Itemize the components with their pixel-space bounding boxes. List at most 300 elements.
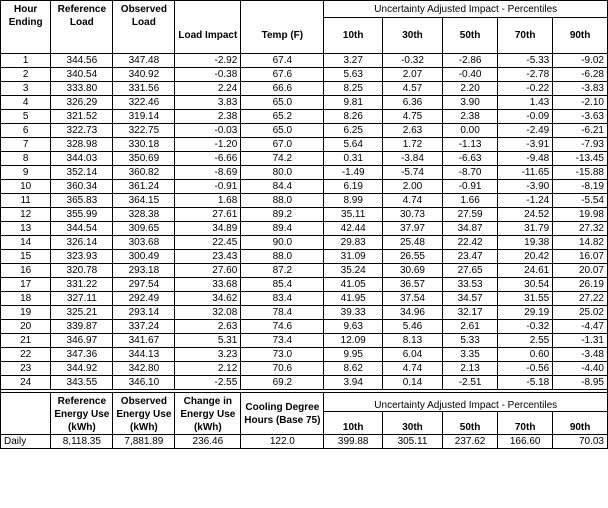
daily-value: 122.0 <box>241 435 324 449</box>
p70-cell: -0.56 <box>498 362 553 376</box>
load-impact-cell: 1.68 <box>175 194 241 208</box>
daily-value: 166.60 <box>498 435 553 449</box>
daily-value: 70.03 <box>553 435 608 449</box>
p10-cell: 5.64 <box>324 138 383 152</box>
temp-cell: 67.4 <box>241 54 324 68</box>
hour-cell: 8 <box>1 152 51 166</box>
temp-cell: 88.0 <box>241 194 324 208</box>
table-row <box>1 152 608 166</box>
p90-cell: -6.21 <box>553 124 608 138</box>
percentile-header: 90th <box>553 18 608 54</box>
reference-load-cell: 344.56 <box>51 54 113 68</box>
hour-cell: 6 <box>1 124 51 138</box>
hour-cell: 18 <box>1 292 51 306</box>
p10-cell: 29.83 <box>324 236 383 250</box>
reference-load-cell: 347.36 <box>51 348 113 362</box>
observed-load-cell: 364.15 <box>113 194 175 208</box>
p90-cell: -6.28 <box>553 68 608 82</box>
p10-cell: 6.25 <box>324 124 383 138</box>
temp-cell: 88.0 <box>241 250 324 264</box>
observed-load-cell: 328.38 <box>113 208 175 222</box>
p30-cell: 2.63 <box>382 124 442 138</box>
p10-cell: 42.44 <box>324 222 383 236</box>
observed-load-cell: 342.80 <box>113 362 175 376</box>
cooling-degree-header: Cooling Degree Hours (Base 75) <box>241 393 324 435</box>
summary-uncertainty-title: Uncertainty Adjusted Impact - Percentiles <box>324 393 608 412</box>
table-row <box>1 110 608 124</box>
p90-cell: -8.19 <box>553 180 608 194</box>
load-impact-cell: -2.55 <box>175 376 241 390</box>
load-impact-cell: 3.23 <box>175 348 241 362</box>
p50-cell: 22.42 <box>443 236 498 250</box>
load-impact-header: Load Impact <box>175 18 241 54</box>
observed-load-cell: 297.54 <box>113 278 175 292</box>
p90-cell: -1.31 <box>553 334 608 348</box>
p70-cell: 2.55 <box>498 334 553 348</box>
table-row <box>1 68 608 82</box>
temp-cell: 78.4 <box>241 306 324 320</box>
temp-cell: 67.0 <box>241 138 324 152</box>
p50-cell: -0.91 <box>443 180 498 194</box>
reference-load-cell: 321.52 <box>51 110 113 124</box>
p10-cell: 9.81 <box>324 96 383 110</box>
p90-cell: 25.02 <box>553 306 608 320</box>
load-impact-cell: 22.45 <box>175 236 241 250</box>
temp-header: Temp (F) <box>241 18 324 54</box>
table-row <box>1 82 608 96</box>
hour-cell: 19 <box>1 306 51 320</box>
table-row <box>1 180 608 194</box>
percentile-header: 70th <box>498 18 553 54</box>
p30-cell: -5.74 <box>382 166 442 180</box>
temp-header-top <box>241 1 324 18</box>
table-row <box>1 264 608 278</box>
p90-cell: -3.63 <box>553 110 608 124</box>
p10-cell: 12.09 <box>324 334 383 348</box>
p30-cell: 2.07 <box>382 68 442 82</box>
table-row <box>1 96 608 110</box>
daily-value: 7,881.89 <box>113 435 175 449</box>
observed-load-cell: 322.46 <box>113 96 175 110</box>
daily-value: 236.46 <box>175 435 241 449</box>
p30-cell: 30.73 <box>382 208 442 222</box>
reference-energy-header: Reference Energy Use (kWh) <box>51 393 113 435</box>
observed-load-header: Observed Load <box>113 1 175 54</box>
daily-row <box>1 435 608 449</box>
table-row <box>1 320 608 334</box>
p10-cell: 9.63 <box>324 320 383 334</box>
load-impact-cell: -6.66 <box>175 152 241 166</box>
observed-load-cell: 361.24 <box>113 180 175 194</box>
change-energy-header: Change in Energy Use (kWh) <box>175 393 241 435</box>
temp-cell: 84.4 <box>241 180 324 194</box>
hour-cell: 14 <box>1 236 51 250</box>
p50-cell: -2.86 <box>443 54 498 68</box>
p30-cell: 25.48 <box>382 236 442 250</box>
p90-cell: -13.45 <box>553 152 608 166</box>
p90-cell: -3.83 <box>553 82 608 96</box>
percentile-header: 50th <box>443 18 498 54</box>
summary-blank-cell <box>1 393 51 435</box>
observed-load-cell: 319.14 <box>113 110 175 124</box>
reference-load-cell: 333.80 <box>51 82 113 96</box>
p10-cell: 35.11 <box>324 208 383 222</box>
p30-cell: 34.96 <box>382 306 442 320</box>
p10-cell: 9.95 <box>324 348 383 362</box>
table-row <box>1 306 608 320</box>
daily-value: 8,118.35 <box>51 435 113 449</box>
load-impact-cell: 27.61 <box>175 208 241 222</box>
reference-load-cell: 365.83 <box>51 194 113 208</box>
load-impact-cell: 2.63 <box>175 320 241 334</box>
observed-load-cell: 360.82 <box>113 166 175 180</box>
table-row <box>1 362 608 376</box>
p90-cell: -4.40 <box>553 362 608 376</box>
p70-cell: -11.65 <box>498 166 553 180</box>
p70-cell: -0.09 <box>498 110 553 124</box>
p70-cell: -2.49 <box>498 124 553 138</box>
reference-load-cell: 323.93 <box>51 250 113 264</box>
reference-load-cell: 322.73 <box>51 124 113 138</box>
p70-cell: -2.78 <box>498 68 553 82</box>
reference-load-header: Reference Load <box>51 1 113 54</box>
table-row <box>1 54 608 68</box>
p90-cell: 26.19 <box>553 278 608 292</box>
load-impact-cell: 2.12 <box>175 362 241 376</box>
temp-cell: 80.0 <box>241 166 324 180</box>
p90-cell: -5.54 <box>553 194 608 208</box>
p70-cell: 31.55 <box>498 292 553 306</box>
p30-cell: 8.13 <box>382 334 442 348</box>
daily-value: 399.88 <box>324 435 383 449</box>
hour-ending-header: Hour Ending <box>1 1 51 54</box>
reference-load-cell: 343.55 <box>51 376 113 390</box>
p50-cell: 2.13 <box>443 362 498 376</box>
p10-cell: 8.26 <box>324 110 383 124</box>
load-impact-cell: 33.68 <box>175 278 241 292</box>
p50-cell: 3.35 <box>443 348 498 362</box>
load-impact-cell: 2.38 <box>175 110 241 124</box>
temp-cell: 74.2 <box>241 152 324 166</box>
observed-load-cell: 300.49 <box>113 250 175 264</box>
p70-cell: -0.22 <box>498 82 553 96</box>
load-impact-cell: -0.03 <box>175 124 241 138</box>
p30-cell: 4.57 <box>382 82 442 96</box>
p90-cell: -3.48 <box>553 348 608 362</box>
p30-cell: 0.14 <box>382 376 442 390</box>
p30-cell: -0.32 <box>382 54 442 68</box>
p50-cell: 0.00 <box>443 124 498 138</box>
load-impact-cell: 27.60 <box>175 264 241 278</box>
hour-cell: 11 <box>1 194 51 208</box>
reference-load-cell: 327.11 <box>51 292 113 306</box>
p10-cell: -1.49 <box>324 166 383 180</box>
temp-cell: 69.2 <box>241 376 324 390</box>
p30-cell: 6.36 <box>382 96 442 110</box>
p30-cell: 4.74 <box>382 362 442 376</box>
daily-value: 305.11 <box>382 435 442 449</box>
observed-load-cell: 337.24 <box>113 320 175 334</box>
observed-load-cell: 293.14 <box>113 306 175 320</box>
observed-load-cell: 341.67 <box>113 334 175 348</box>
observed-load-cell: 330.18 <box>113 138 175 152</box>
p70-cell: 19.38 <box>498 236 553 250</box>
p90-cell: -4.47 <box>553 320 608 334</box>
p90-cell: 14.82 <box>553 236 608 250</box>
p70-cell: 0.60 <box>498 348 553 362</box>
uncertainty-title: Uncertainty Adjusted Impact - Percentiles <box>324 1 608 18</box>
p50-cell: 2.61 <box>443 320 498 334</box>
p10-cell: 35.24 <box>324 264 383 278</box>
p70-cell: 31.79 <box>498 222 553 236</box>
hour-cell: 5 <box>1 110 51 124</box>
hour-cell: 10 <box>1 180 51 194</box>
hour-cell: 12 <box>1 208 51 222</box>
p50-cell: 23.47 <box>443 250 498 264</box>
load-impact-cell: 2.24 <box>175 82 241 96</box>
table-row <box>1 166 608 180</box>
observed-load-cell: 331.56 <box>113 82 175 96</box>
hourly-rows <box>1 54 608 390</box>
p10-cell: 41.05 <box>324 278 383 292</box>
hour-cell: 24 <box>1 376 51 390</box>
p30-cell: 4.75 <box>382 110 442 124</box>
table-row <box>1 236 608 250</box>
header-row-1 <box>1 1 608 18</box>
p10-cell: 8.25 <box>324 82 383 96</box>
load-impact-cell: 34.89 <box>175 222 241 236</box>
p90-cell: -2.10 <box>553 96 608 110</box>
p50-cell: 32.17 <box>443 306 498 320</box>
p70-cell: -3.90 <box>498 180 553 194</box>
reference-load-cell: 320.78 <box>51 264 113 278</box>
p30-cell: 4.74 <box>382 194 442 208</box>
temp-cell: 70.6 <box>241 362 324 376</box>
temp-cell: 74.6 <box>241 320 324 334</box>
temp-cell: 73.4 <box>241 334 324 348</box>
table-row <box>1 124 608 138</box>
observed-load-cell: 322.75 <box>113 124 175 138</box>
p90-cell: -7.93 <box>553 138 608 152</box>
reference-load-cell: 344.92 <box>51 362 113 376</box>
summary-percentile-header: 90th <box>553 411 608 434</box>
p50-cell: 34.57 <box>443 292 498 306</box>
summary-percentile-header: 10th <box>324 411 383 434</box>
observed-load-cell: 350.69 <box>113 152 175 166</box>
reference-load-cell: 346.97 <box>51 334 113 348</box>
p50-cell: -8.70 <box>443 166 498 180</box>
p50-cell: 2.38 <box>443 110 498 124</box>
percentile-header: 10th <box>324 18 383 54</box>
load-impact-cell: -0.38 <box>175 68 241 82</box>
p30-cell: 1.72 <box>382 138 442 152</box>
p50-cell: 34.87 <box>443 222 498 236</box>
temp-cell: 73.0 <box>241 348 324 362</box>
temp-cell: 65.0 <box>241 96 324 110</box>
p30-cell: 2.00 <box>382 180 442 194</box>
p90-cell: 27.22 <box>553 292 608 306</box>
hour-cell: 15 <box>1 250 51 264</box>
load-impact-cell: 34.62 <box>175 292 241 306</box>
table-row <box>1 138 608 152</box>
p30-cell: 37.97 <box>382 222 442 236</box>
hour-cell: 16 <box>1 264 51 278</box>
reference-load-cell: 352.14 <box>51 166 113 180</box>
p10-cell: 0.31 <box>324 152 383 166</box>
p70-cell: 30.54 <box>498 278 553 292</box>
p70-cell: 24.61 <box>498 264 553 278</box>
observed-load-cell: 347.48 <box>113 54 175 68</box>
hour-cell: 7 <box>1 138 51 152</box>
p70-cell: -9.48 <box>498 152 553 166</box>
p50-cell: -0.40 <box>443 68 498 82</box>
p10-cell: 5.63 <box>324 68 383 82</box>
summary-percentile-header: 50th <box>443 411 498 434</box>
hour-cell: 1 <box>1 54 51 68</box>
hour-cell: 3 <box>1 82 51 96</box>
observed-load-cell: 344.13 <box>113 348 175 362</box>
p10-cell: 3.27 <box>324 54 383 68</box>
p50-cell: 27.59 <box>443 208 498 222</box>
p70-cell: -1.24 <box>498 194 553 208</box>
p30-cell: -3.84 <box>382 152 442 166</box>
daily-value: 237.62 <box>443 435 498 449</box>
load-impact-cell: -0.91 <box>175 180 241 194</box>
reference-load-cell: 340.54 <box>51 68 113 82</box>
percentile-header: 30th <box>382 18 442 54</box>
p90-cell: 27.32 <box>553 222 608 236</box>
reference-load-cell: 328.98 <box>51 138 113 152</box>
reference-load-cell: 344.54 <box>51 222 113 236</box>
load-impact-cell: 32.08 <box>175 306 241 320</box>
hour-cell: 22 <box>1 348 51 362</box>
p50-cell: -2.51 <box>443 376 498 390</box>
p10-cell: 3.94 <box>324 376 383 390</box>
temp-cell: 65.2 <box>241 110 324 124</box>
p70-cell: 29.19 <box>498 306 553 320</box>
load-impact-cell: 3.83 <box>175 96 241 110</box>
p10-cell: 8.62 <box>324 362 383 376</box>
p30-cell: 26.55 <box>382 250 442 264</box>
p90-cell: 20.07 <box>553 264 608 278</box>
p70-cell: -0.32 <box>498 320 553 334</box>
p50-cell: 27.65 <box>443 264 498 278</box>
observed-load-cell: 309.65 <box>113 222 175 236</box>
reference-load-cell: 344.03 <box>51 152 113 166</box>
p90-cell: -8.95 <box>553 376 608 390</box>
p30-cell: 5.46 <box>382 320 442 334</box>
p50-cell: -1.13 <box>443 138 498 152</box>
p30-cell: 6.04 <box>382 348 442 362</box>
p90-cell: -15.88 <box>553 166 608 180</box>
p50-cell: 5.33 <box>443 334 498 348</box>
p70-cell: -5.33 <box>498 54 553 68</box>
load-impact-header-top <box>175 1 241 18</box>
hour-cell: 17 <box>1 278 51 292</box>
p10-cell: 39.33 <box>324 306 383 320</box>
temp-cell: 90.0 <box>241 236 324 250</box>
p10-cell: 6.19 <box>324 180 383 194</box>
hour-cell: 4 <box>1 96 51 110</box>
temp-cell: 89.2 <box>241 208 324 222</box>
p70-cell: 20.42 <box>498 250 553 264</box>
p50-cell: 3.90 <box>443 96 498 110</box>
temp-cell: 89.4 <box>241 222 324 236</box>
table-row <box>1 208 608 222</box>
temp-cell: 87.2 <box>241 264 324 278</box>
reference-load-cell: 360.34 <box>51 180 113 194</box>
hour-cell: 21 <box>1 334 51 348</box>
summary-header-row-1 <box>1 393 608 412</box>
load-impact-cell: -1.20 <box>175 138 241 152</box>
p50-cell: 1.66 <box>443 194 498 208</box>
p50-cell: 33.53 <box>443 278 498 292</box>
p30-cell: 36.57 <box>382 278 442 292</box>
temp-cell: 67.6 <box>241 68 324 82</box>
p30-cell: 37.54 <box>382 292 442 306</box>
temp-cell: 65.0 <box>241 124 324 138</box>
observed-load-cell: 340.92 <box>113 68 175 82</box>
p90-cell: 16.07 <box>553 250 608 264</box>
table-row <box>1 292 608 306</box>
load-impact-cell: 5.31 <box>175 334 241 348</box>
hour-cell: 9 <box>1 166 51 180</box>
observed-energy-header: Observed Energy Use (kWh) <box>113 393 175 435</box>
table-row <box>1 376 608 390</box>
table-row <box>1 250 608 264</box>
daily-label: Daily <box>1 435 51 449</box>
reference-load-cell: 331.22 <box>51 278 113 292</box>
reference-load-cell: 326.14 <box>51 236 113 250</box>
p50-cell: 2.20 <box>443 82 498 96</box>
hour-cell: 2 <box>1 68 51 82</box>
reference-load-cell: 326.29 <box>51 96 113 110</box>
reference-load-cell: 325.21 <box>51 306 113 320</box>
hour-cell: 23 <box>1 362 51 376</box>
temp-cell: 66.6 <box>241 82 324 96</box>
p30-cell: 30.69 <box>382 264 442 278</box>
load-impact-cell: -2.92 <box>175 54 241 68</box>
load-impact-cell: 23.43 <box>175 250 241 264</box>
observed-load-cell: 346.10 <box>113 376 175 390</box>
p70-cell: -3.91 <box>498 138 553 152</box>
observed-load-cell: 292.49 <box>113 292 175 306</box>
p90-cell: -9.02 <box>553 54 608 68</box>
summary-percentile-header: 70th <box>498 411 553 434</box>
p10-cell: 31.09 <box>324 250 383 264</box>
reference-load-cell: 339.87 <box>51 320 113 334</box>
load-impact-cell: -8.69 <box>175 166 241 180</box>
p70-cell: 24.52 <box>498 208 553 222</box>
summary-percentile-header: 30th <box>382 411 442 434</box>
table-row <box>1 334 608 348</box>
hour-cell: 13 <box>1 222 51 236</box>
p50-cell: -6.63 <box>443 152 498 166</box>
p10-cell: 41.95 <box>324 292 383 306</box>
p10-cell: 8.99 <box>324 194 383 208</box>
p70-cell: 1.43 <box>498 96 553 110</box>
table-row <box>1 278 608 292</box>
hour-cell: 20 <box>1 320 51 334</box>
observed-load-cell: 303.68 <box>113 236 175 250</box>
reference-load-cell: 355.99 <box>51 208 113 222</box>
p90-cell: 19.98 <box>553 208 608 222</box>
observed-load-cell: 293.18 <box>113 264 175 278</box>
table-row <box>1 194 608 208</box>
temp-cell: 85.4 <box>241 278 324 292</box>
table-row <box>1 348 608 362</box>
temp-cell: 83.4 <box>241 292 324 306</box>
